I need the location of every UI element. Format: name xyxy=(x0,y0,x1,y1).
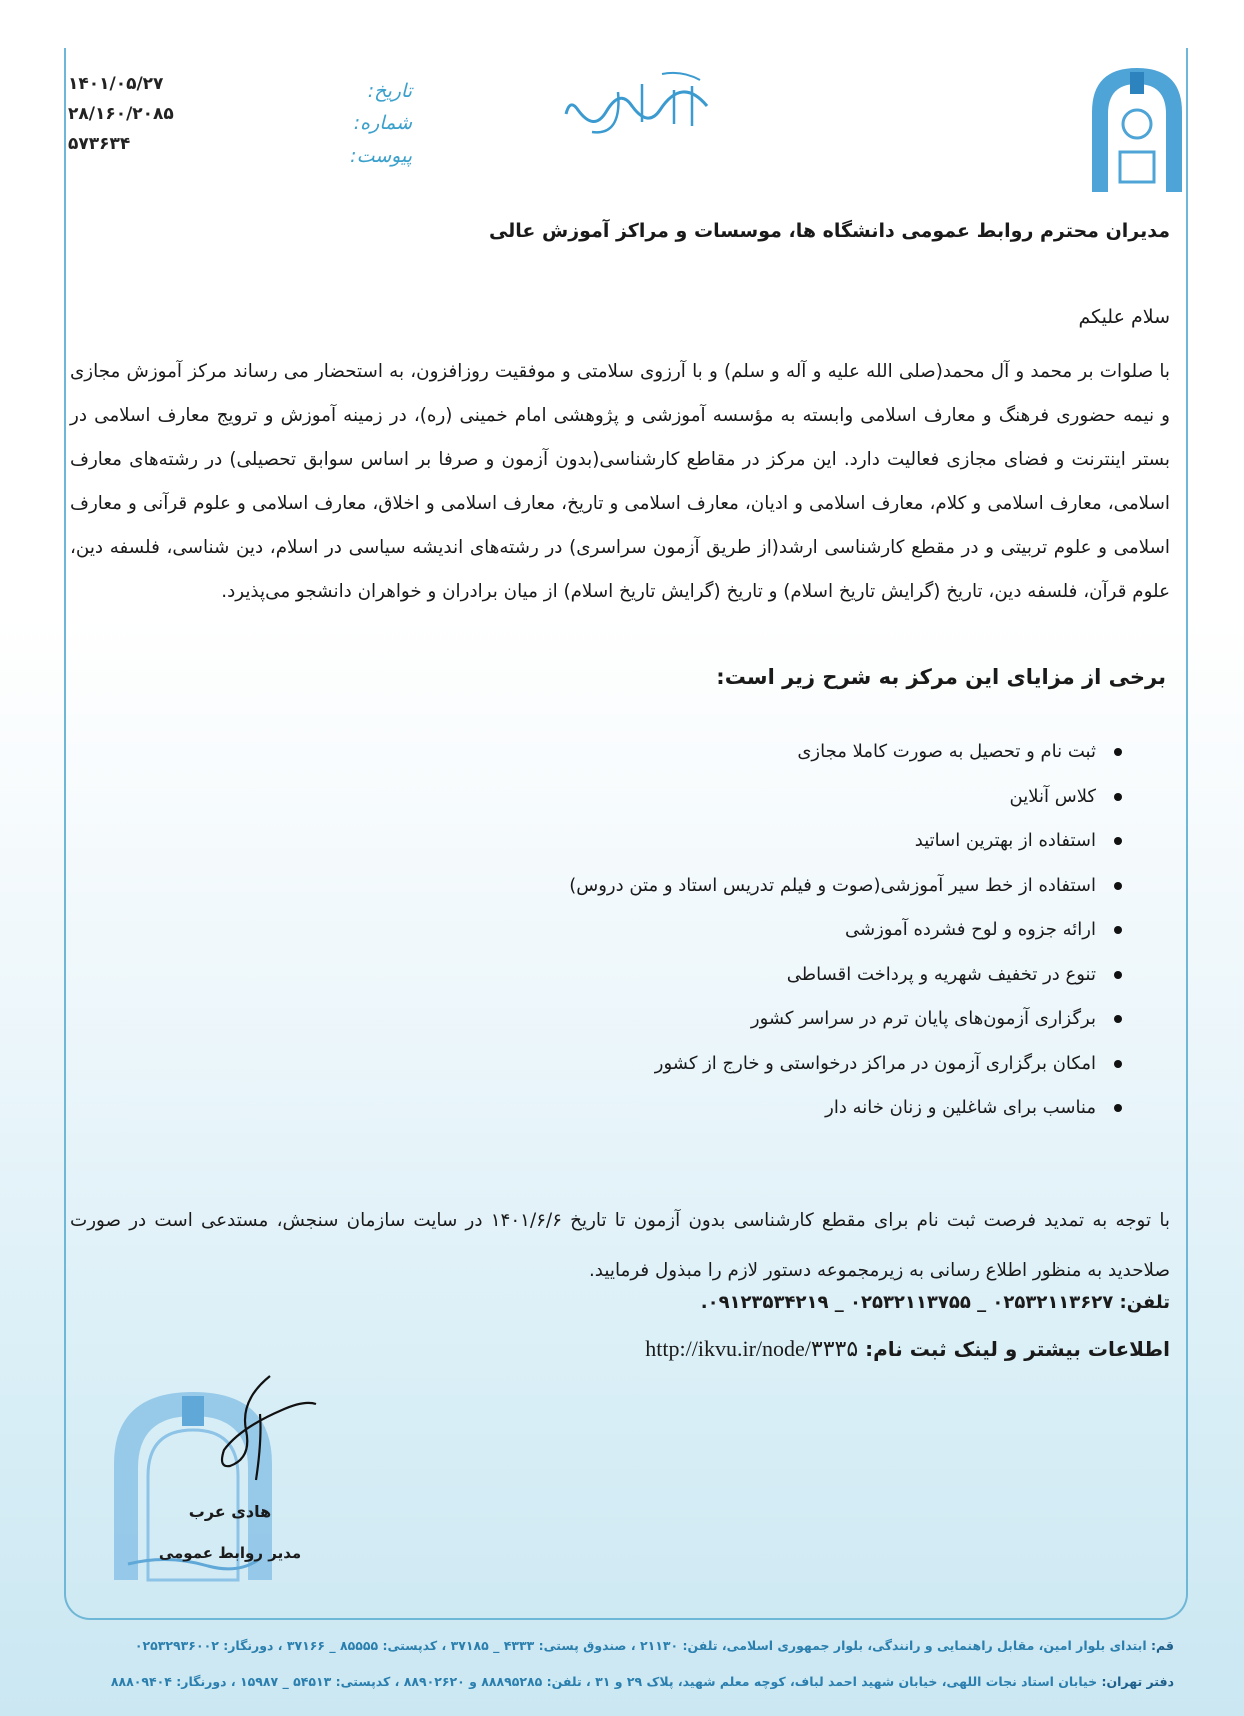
list-item: ارائه جزوه و لوح فشرده آموزشی xyxy=(226,908,1126,953)
list-item: کلاس آنلاین xyxy=(226,775,1126,820)
advantages-list xyxy=(226,730,1126,1131)
footer-qom-address: قم: ابتدای بلوار امین، مقابل راهنمایی و رانندگی، بلوار جمهوری اسلامی، تلفن: ۲۱۱۳۰ ، صندوق پستی: ۴۳۳۳ _ ۳۷۱۸۵ ، کدپستی: ۸۵۵۵۵ _ ۳۷۱۶۶ ، دورنگار: ۰۲۵۳۲۹۳۶۰۰۲ xyxy=(134,1638,1174,1653)
signature-icon xyxy=(200,1370,320,1490)
basmala-calligraphy xyxy=(562,66,712,146)
signer-title: مدیر روابط عمومی xyxy=(158,1544,302,1562)
bullet-icon xyxy=(1114,748,1122,756)
phone-line xyxy=(170,1292,1170,1313)
date-value: ۱۴۰۱/۰۵/۲۷ xyxy=(68,74,164,94)
greeting: سلام علیکم xyxy=(1078,306,1170,328)
registration-link[interactable]: http://ikvu.ir/node/۳۳۳۵ xyxy=(645,1336,859,1361)
list-item: استفاده از بهترین اساتید xyxy=(226,819,1126,864)
footer-tehran-address: دفتر تهران: خیابان استاد نجات اللهی، خیابان شهید احمد لباف، کوچه معلم شهید، پلاک ۲۹ و ۳۱ ، تلفن: ۸۸۸۹۵۲۸۵ و ۸۸۹۰۲۶۲۰ ، کدپستی: ۵۴۵۱۳ _ ۱۵۹۸۷ ، دورنگار: ۸۸۸۰۹۴۰۴ xyxy=(110,1674,1174,1689)
letter-meta-values xyxy=(68,70,258,159)
recipient-line: مدیران محترم روابط عمومی دانشگاه ها، موسسات و مراکز آموزش عالی xyxy=(488,220,1170,242)
body-paragraph: با صلوات بر محمد و آل محمد(صلی الله علیه و آله و سلم) و با آرزوی سلامتی و موفقیت روزافزون، به استحضار می رساند مرکز آموزش مجازی و نیمه حضوری فرهنگ و معارف اسلامی وابسته به مؤسسه آموزشی و پژوهشی امام خمینی (ره)، در زمینه آموزش و ترویج معارف اسلامی در بستر اینترنت و فضای مجازی فعالیت دارد. این مرکز در مقاطع کارشناسی(بدون آزمون و صرفا بر اساس سوابق تحصیلی) در رشته‌های معارف اسلامی، معارف اسلامی و کلام، معارف اسلامی و ادیان، معارف اسلامی و تاریخ، معارف اسلامی و اخلاق، معارف اسلامی و علوم قرآنی و معارف اسلامی و علوم تربیتی و در مقطع کارشناسی ارشد(از طریق آزمون سراسری) در رشته‌های اندیشه سیاسی در اسلام، دین شناسی، فلسفه دین، علوم قرآن، فلسفه دین، تاریخ (گرایش تاریخ اسلام) و تاریخ (گرایش تاریخ اسلام) از میان برادران و خواهران دانشجو می‌پذیرد. xyxy=(70,361,1170,602)
phone-numbers: ۰۲۵۳۲۱۱۳۶۲۷ _ ۰۲۵۳۲۱۱۳۷۵۵ _ ۰۹۱۲۳۵۳۴۲۱۹. xyxy=(700,1292,1114,1313)
institute-emblem-icon xyxy=(1082,62,1192,196)
footer-tehran-label: دفتر تهران: xyxy=(1101,1674,1174,1689)
list-item: تنوع در تخفیف شهریه و پرداخت اقساطی xyxy=(226,953,1126,998)
advantages-heading: برخی از مزایای این مرکز به شرح زیر است: xyxy=(716,665,1166,689)
bullet-icon xyxy=(1114,1060,1122,1068)
bullet-icon xyxy=(1114,1015,1122,1023)
letter-meta-labels xyxy=(282,75,412,172)
footer-qom-label: قم: xyxy=(1151,1638,1174,1653)
number-label: شماره: xyxy=(353,112,412,135)
bullet-icon xyxy=(1114,837,1122,845)
signer-name: هادی عرب xyxy=(188,1502,272,1521)
closing-paragraph: با توجه به تمدید فرصت ثبت نام برای مقطع کارشناسی بدون آزمون تا تاریخ ۱۴۰۱/۶/۶ در سایت سازمان سنجش، مستدعی است در صورت صلاحدید به منظور اطلاع رسانی به زیرمجموعه دستور لازم را مبذول فرمایید. xyxy=(70,1210,1170,1281)
registration-link-line xyxy=(170,1336,1170,1362)
phone-label: تلفن: xyxy=(1119,1292,1170,1313)
attachment-value: ۵۷۳۶۳۴ xyxy=(68,133,131,154)
list-item: امکان برگزاری آزمون در مراکز درخواستی و خارج از کشور xyxy=(226,1042,1126,1087)
list-item: مناسب برای شاغلین و زنان خانه دار xyxy=(226,1086,1126,1131)
bullet-icon xyxy=(1114,882,1122,890)
attachment-label: پیوست: xyxy=(350,144,412,167)
bullet-icon xyxy=(1114,1104,1122,1112)
bullet-icon xyxy=(1114,971,1122,979)
number-value: ۲۸/۱۶۰/۲۰۸۵ xyxy=(68,103,174,124)
bullet-icon xyxy=(1114,793,1122,801)
list-item: استفاده از خط سیر آموزشی(صوت و فیلم تدریس استاد و متن دروس) xyxy=(226,864,1126,909)
link-label: اطلاعات بیشتر و لینک ثبت نام: xyxy=(865,1337,1170,1361)
list-item: ثبت نام و تحصیل به صورت کاملا مجازی xyxy=(226,730,1126,775)
bullet-icon xyxy=(1114,926,1122,934)
list-item: برگزاری آزمون‌های پایان ترم در سراسر کشور xyxy=(226,997,1126,1042)
date-label: تاریخ: xyxy=(367,80,412,102)
